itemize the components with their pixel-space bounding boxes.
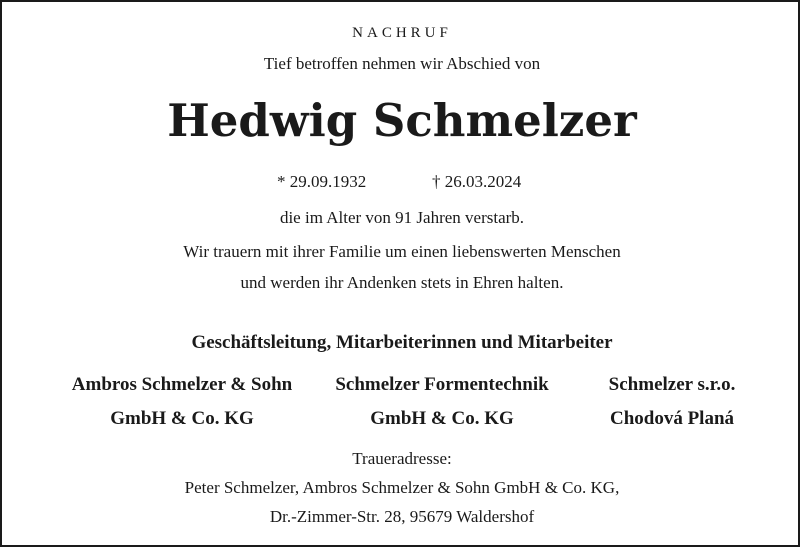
management-signatory: Geschäftsleitung, Mitarbeiterinnen und Mitarbeiter [191, 332, 613, 353]
company-3-location: Chodová Planá [609, 408, 735, 429]
company-2-name: Schmelzer Formentechnik [335, 374, 549, 395]
birth-date: * 29.09.1932 [277, 172, 367, 191]
death-date: † 26.03.2024 [432, 172, 522, 191]
company-1-legal-form: GmbH & Co. KG [110, 408, 254, 429]
address-line2: Dr.-Zimmer-Str. 28, 95679 Waldershof [269, 507, 535, 526]
company-3-name: Schmelzer s.r.o. [608, 374, 736, 395]
address-line1: Peter Schmelzer, Ambros Schmelzer & Sohn GmbH & Co. KG, [184, 478, 620, 497]
notice-heading: NACHRUF [352, 25, 452, 41]
mourning-text-line1: Wir trauern mit ihrer Familie um einen liebenswerten Menschen [183, 242, 621, 261]
company-2-legal-form: GmbH & Co. KG [370, 408, 514, 429]
age-text: die im Alter von 91 Jahren verstarb. [279, 208, 525, 227]
company-1-name: Ambros Schmelzer & Sohn [71, 374, 293, 395]
deceased-name: Hedwig Schmelzer [167, 94, 637, 147]
mourning-text-line2: und werden ihr Andenken stets in Ehren halten. [240, 273, 564, 292]
intro-text: Tief betroffen nehmen wir Abschied von [263, 54, 541, 73]
address-label: Traueradresse: [352, 449, 452, 468]
